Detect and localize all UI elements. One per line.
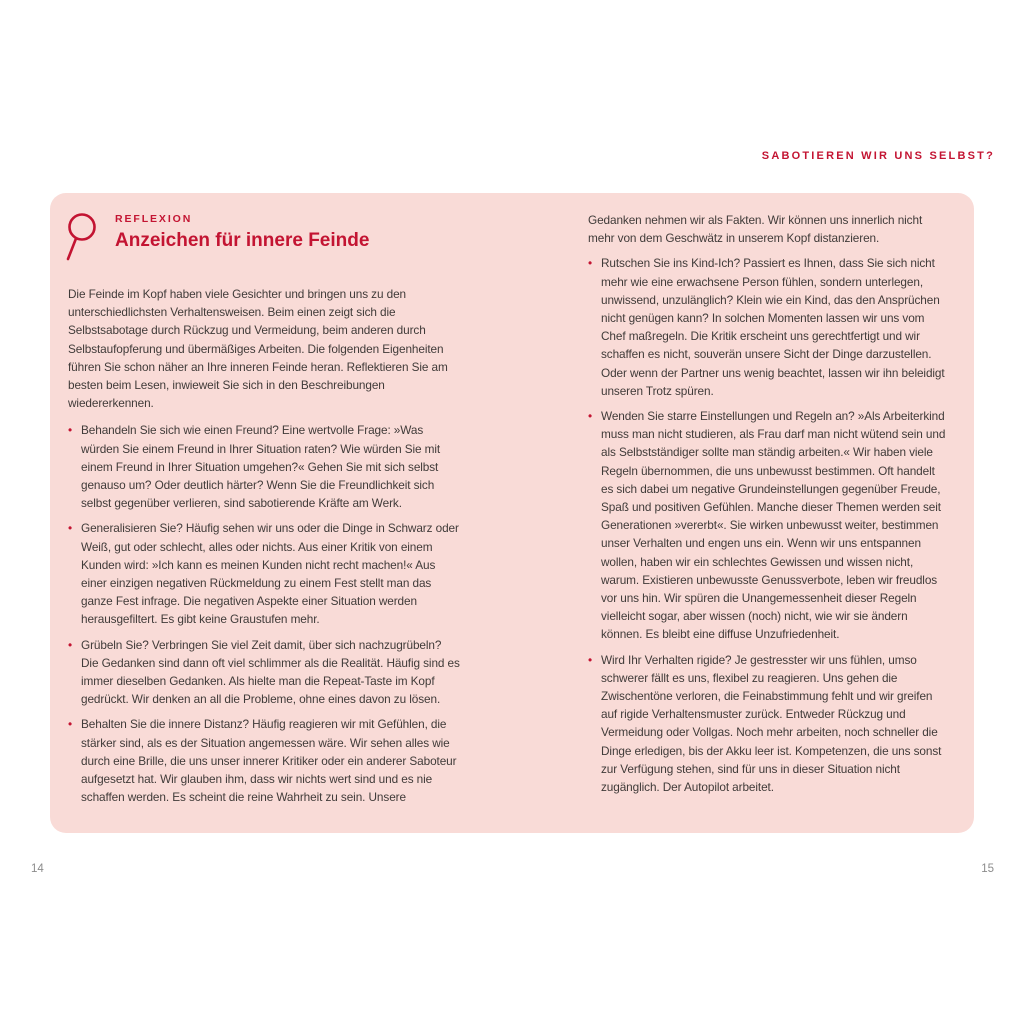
page-number-right: 15 (981, 863, 994, 875)
spread-gutter (460, 209, 588, 807)
magnifier-icon (60, 211, 102, 263)
right-column (588, 209, 950, 807)
bullet-item: • Grübeln Sie? Verbringen Sie viel Zeit damit, über sich nachzugrübeln? Die Gedanken sind dann oft viel schlimmer als die Realität. Häufig sind es immer dieselben Gedanken. Als hielte man die Repeat-Taste im Kopf gedrückt. Wir denken an all die Probleme, ohne eines davon zu lösen. (68, 636, 460, 709)
right-bullet-list (588, 254, 950, 796)
page-number-left: 14 (31, 863, 44, 875)
bullet-item: • Wenden Sie starre Einstellungen und Regeln an? »Als Arbeiterkind muss man nicht studieren, als Frau darf man nicht wütend sein und als Selbstständiger sollte man ständig arbeiten.« Wir haben viele Regeln übernommen, die uns unbewusst bestimmen. Oft handelt es sich dabei um negative Grundeinstellungen gegenüber Freude, Spaß und positiven Gefühlen. Manche dieser Themen werden seit Generationen »vererbt«. Sie wirken unbewusst weiter, bestimmen unser Verhalten und engen uns ein. Wenn wir uns entspannen wollen, haben wir ein schlechtes Gewissen und wissen nicht, warum. Existieren unbewusste Genussverbote, leben wir freudlos vor uns hin. Wir spüren die Unangemessenheit dieser Regeln vielleicht sogar, aber wissen (noch) nicht, wie wir sie ändern können. Es bleibt eine diffuse Unzufriedenheit. (588, 407, 950, 644)
bullet-item: • Rutschen Sie ins Kind-Ich? Passiert es Ihnen, dass Sie sich nicht mehr wie eine erwachsene Person fühlen, sondern unterlegen, unwissend, unzulänglich? Klein wie ein Kind, das den Ansprüchen nicht genügen kann? In solchen Momenten lassen wir uns vom Chef maßregeln. Die Kritik erscheint uns gerechtfertigt und wir schaffen es nicht, souverän unsere Sicht der Dinge darzustellen. Oder wenn der Partner uns wenig beachtet, lassen wir ihn beleidigt unseren Trotz spüren. (588, 254, 950, 400)
reflection-panel (50, 193, 974, 833)
panel-title: Anzeichen für innere Feinde (115, 230, 370, 251)
panel-title-block (68, 213, 460, 271)
running-header: SABOTIEREN WIR UNS SELBST? (761, 150, 995, 162)
bullet-item: • Generalisieren Sie? Häufig sehen wir uns oder die Dinge in Schwarz oder Weiß, gut oder schlecht, alles oder nichts. Aus einer Kritik von einem Kunden wird: »Ich kann es meinen Kunden nicht recht machen!« Aus einer einzigen negativen Rückmeldung zu einem Fest stellt man das ganze Fest infrage. Die negativen Aspekte einer Situation werden herausgefiltert. Es gibt keine Graustufen mehr. (68, 519, 460, 628)
bullet-item: • Wird Ihr Verhalten rigide? Je gestresster wir uns fühlen, umso schwerer fällt es uns, flexibel zu reagieren. Uns gehen die Zwischentöne verloren, die Feinabstimmung fehlt und wir greifen auf rigide Verhaltensmuster zurück. Entweder Rückzug und Vermeidung oder Vollgas. Noch mehr arbeiten, noch schneller die Dinge erledigen, bis der Akku leer ist. Kompetenzen, die uns sonst zur Verfügung stehen, sind für uns in dieser Situation nicht zugänglich. Der Autopilot arbeitet. (588, 651, 950, 797)
page-number-row (0, 863, 1024, 875)
left-column (68, 209, 460, 807)
left-bullet-list (68, 421, 460, 806)
bullet-item: • Behalten Sie die innere Distanz? Häufig reagieren wir mit Gefühlen, die stärker sind, als es der Situation angemessen wäre. Wir sehen alles wie durch eine Brille, die uns unser innerer Kritiker oder ein anderer Saboteur aufgesetzt hat. Wir glauben ihm, dass wir nichts wert sind und es nie schaffen werden. Es scheint die reine Wahrheit zu sein. Unsere (68, 715, 460, 806)
panel-kicker: REFLEXION (115, 213, 193, 225)
intro-paragraph: Die Feinde im Kopf haben viele Gesichter und bringen uns zu den unterschiedlichsten Verhaltensweisen. Beim einen zeigt sich die Selbstsabotage durch Rückzug und Vermeidung, beim anderen durch Selbstaufopferung und übermäßiges Arbeiten. Die folgenden Eigenheiten führen Sie schon näher an Ihre inneren Feinde heran. Reflektieren Sie am besten beim Lesen, inwieweit Sie sich in den Beschreibungen wiedererkennen. (68, 287, 448, 411)
continuation-paragraph: Gedanken nehmen wir als Fakten. Wir können uns innerlich nicht mehr von dem Geschwätz in unserem Kopf distanzieren. (588, 213, 923, 246)
bullet-item: • Behandeln Sie sich wie einen Freund? Eine wertvolle Frage: »Was würden Sie einem Freund in Ihrer Situation raten? Wie würden Sie mit einem Freund in Ihrer Situation umgehen?« Gehen Sie mit sich selbst genauso um? Oder deutlich härter? Wenn Sie die Freundlichkeit sich selbst gegenüber verlieren, sind sabotierende Kräfte am Werk. (68, 421, 460, 512)
